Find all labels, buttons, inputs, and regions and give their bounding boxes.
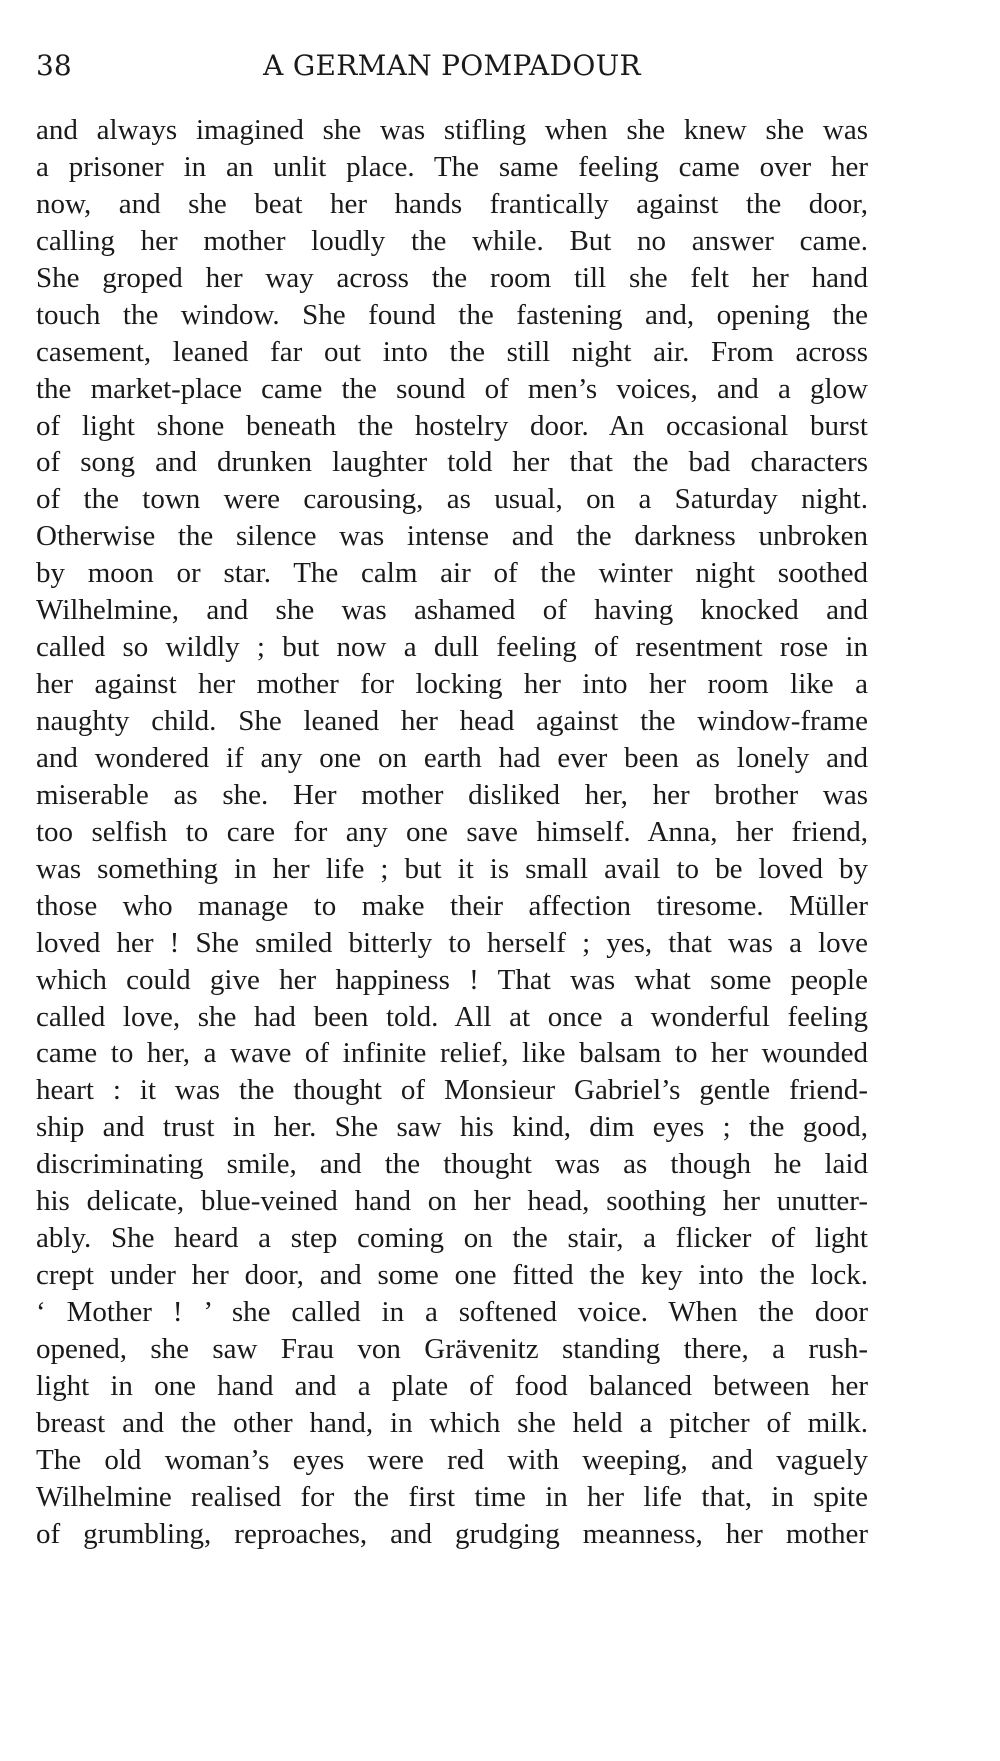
text-line: naughty child. She leaned her head against the window-frame (36, 705, 868, 737)
text-line: too selfish to care for any one save himself. Anna, her friend, (36, 815, 868, 848)
text-line: of song and drunken laughter told her that the bad characters (36, 446, 868, 479)
text-line: breast and the other hand, in which she held a pitcher of milk. (36, 1406, 868, 1439)
text-line: which could give her happiness ! That was what some people (36, 963, 868, 996)
text-line: by moon or star. The calm air of the winter night soothed (36, 557, 868, 590)
text-line: loved her ! She smiled bitterly to herself ; yes, that was a love (36, 926, 868, 959)
text-line: of the town were carousing, as usual, on a Saturday night. (36, 483, 868, 516)
text-line: ship and trust in her. She saw his kind, dim eyes ; the good, (36, 1111, 868, 1144)
text-line: casement, leaned far out into the still night air. From across (36, 335, 868, 368)
text-line: crept under her door, and some one fitted the key into the lock. (36, 1259, 868, 1292)
text-line: the market-place came the sound of men’s voices, and a glow (36, 372, 868, 405)
body-text (36, 112, 868, 1553)
text-line: his delicate, blue-veined hand on her head, soothing her unutter- (36, 1185, 868, 1218)
page-number: 38 (36, 49, 72, 82)
text-line: miserable as she. Her mother disliked her, her brother was (36, 778, 868, 811)
text-line: of grumbling, reproaches, and grudging meanness, her mother (36, 1517, 868, 1550)
text-line: opened, she saw Frau von Grävenitz standing there, a rush- (36, 1332, 868, 1365)
text-line: and wondered if any one on earth had ever been as lonely and (36, 741, 868, 774)
text-line: discriminating smile, and the thought was as though he laid (36, 1148, 868, 1181)
text-line: calling her mother loudly the while. But no answer came. (36, 224, 868, 257)
text-line: She groped her way across the room till she felt her hand (36, 261, 868, 294)
text-line: now, and she beat her hands frantically against the door, (36, 187, 868, 220)
text-line: was something in her life ; but it is small avail to be loved by (36, 852, 868, 885)
text-line: heart : it was the thought of Monsieur Gabriel’s gentle friend- (36, 1074, 868, 1107)
text-line: and always imagined she was stifling when she knew she was (36, 114, 868, 146)
text-line: The old woman’s eyes were red with weeping, and vaguely (36, 1443, 868, 1476)
text-line: those who manage to make their affection tiresome. Müller (36, 889, 868, 922)
book-page (36, 0, 868, 1761)
text-line: called so wildly ; but now a dull feeling of resentment rose in (36, 631, 868, 664)
text-line: Otherwise the silence was intense and the darkness unbroken (36, 520, 868, 553)
text-line: ably. She heard a step coming on the stair, a flicker of light (36, 1222, 868, 1255)
text-line: light in one hand and a plate of food balanced between her (36, 1369, 868, 1402)
text-line: came to her, a wave of infinite relief, like balsam to her wounded (36, 1037, 868, 1070)
text-line: her against her mother for locking her into her room like a (36, 668, 868, 701)
text-line: called love, she had been told. All at once a wonderful feeling (36, 1000, 868, 1033)
page-header (36, 44, 868, 88)
text-line: a prisoner in an unlit place. The same feeling came over her (36, 150, 868, 183)
running-title: A GERMAN POMPADOUR (263, 49, 641, 82)
text-line: Wilhelmine realised for the first time in her life that, in spite (36, 1480, 868, 1513)
text-line: touch the window. She found the fastening and, opening the (36, 298, 868, 331)
text-line: of light shone beneath the hostelry door. An occasional burst (36, 409, 868, 442)
text-line: Wilhelmine, and she was ashamed of having knocked and (36, 594, 868, 627)
text-line: ‘ Mother ! ’ she called in a softened voice. When the door (36, 1296, 868, 1328)
